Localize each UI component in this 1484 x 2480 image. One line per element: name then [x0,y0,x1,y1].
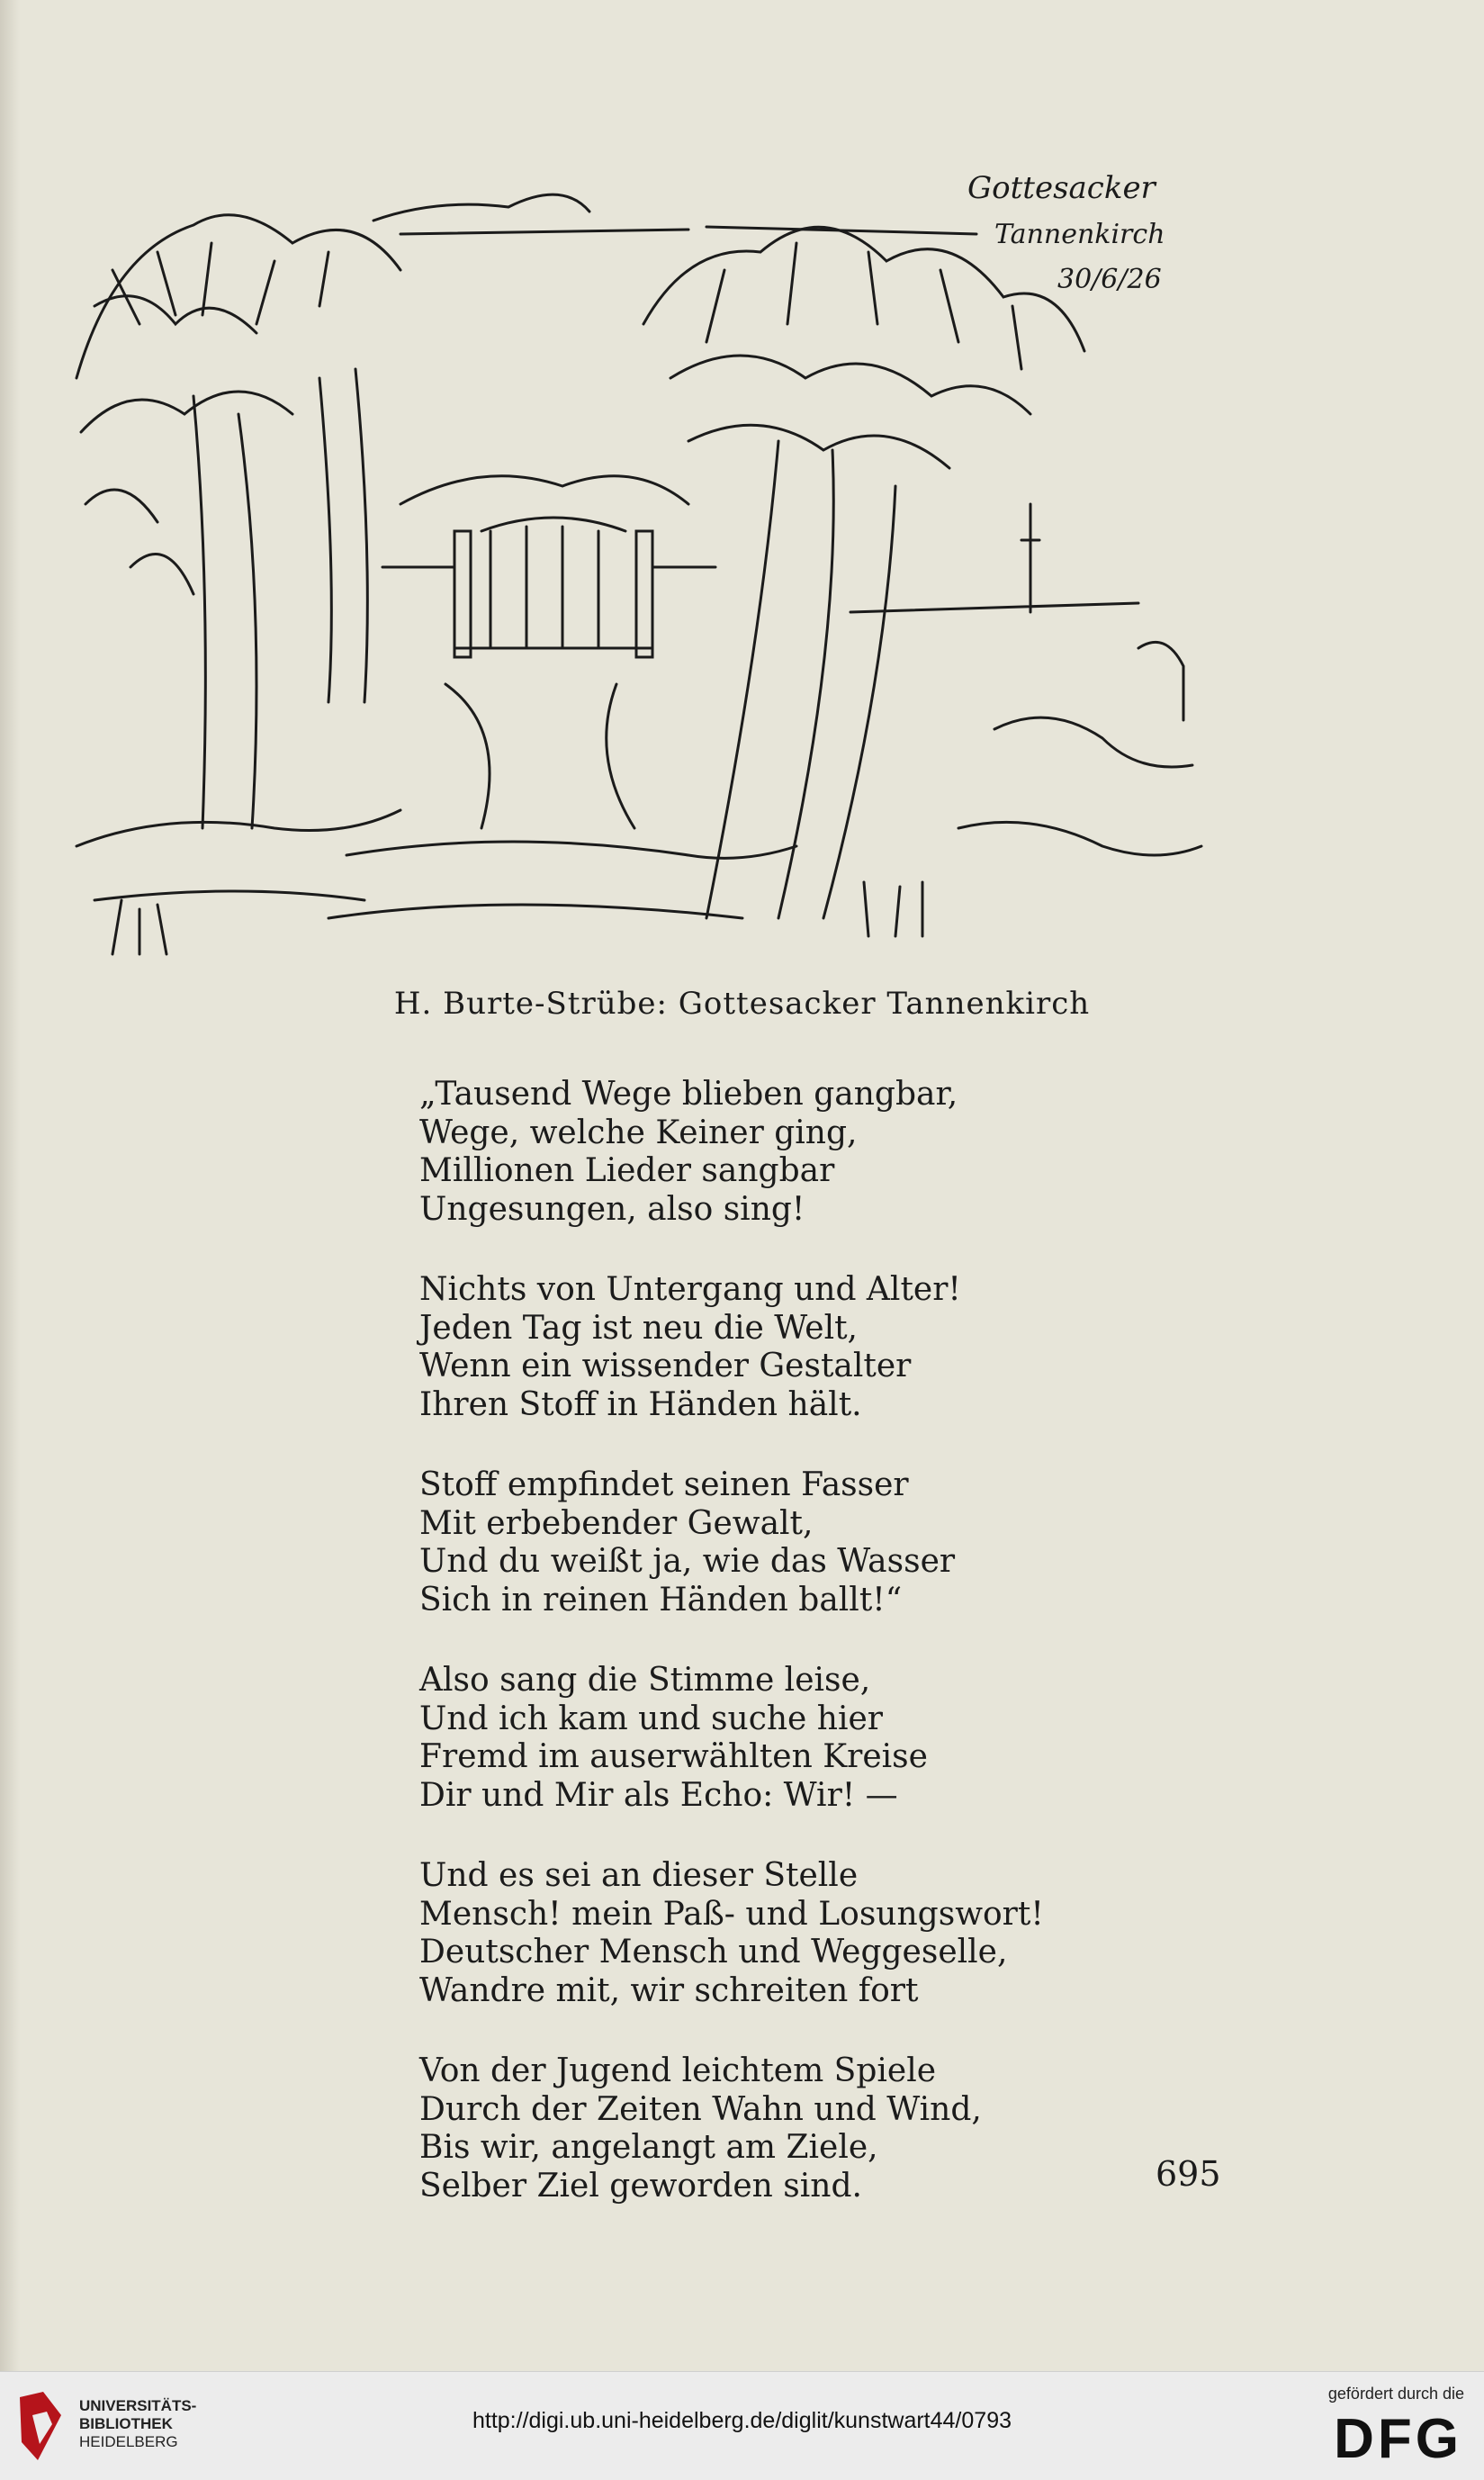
illustration-caption: H. Burte-Strübe: Gottesacker Tannenkirch [393,986,1091,1022]
page-edge-shadow [0,0,20,2371]
poem-line: Nichts von Untergang und Alter! [419,1271,961,1308]
poem-line: Ungesungen, also sing! [419,1190,805,1228]
library-name-line1: UNIVERSITÄTS- [79,2397,197,2414]
poem-line: „Tausend Wege blieben gangbar, [419,1076,958,1113]
poem-stanza-5 [419,1857,1229,2010]
library-name-line2: BIBLIOTHEK [79,2415,173,2432]
poem-line: Und du weißt ja, wie das Wasser [419,1543,956,1580]
poem-line: Und ich kam und suche hier [419,1700,884,1737]
poem-line: Also sang die Stimme leise, [419,1662,871,1699]
dfg-logo[interactable]: DFG [1334,2408,1462,2470]
poem-line: Sich in reinen Händen ballt!“ [419,1581,903,1619]
sketch-inscription-line1: Gottesacker [967,170,1156,206]
poem-line: Von der Jugend leichtem Spiele [419,2052,937,2089]
page-number: 695 [1156,2154,1221,2194]
poem-stanza-1 [419,1076,1229,1229]
poem-line: Fremd im auserwählten Kreise [419,1738,928,1775]
poem-line: Wandre mit, wir schreiten fort [419,1971,919,2009]
poem-line: Dir und Mir als Echo: Wir! — [419,1776,898,1814]
poem-line: Selber Ziel geworden sind. [419,2167,862,2205]
library-name-line3: HEIDELBERG [79,2433,178,2450]
poem-line: Mensch! mein Paß- und Losungswort! [419,1895,1044,1933]
poem-stanza-6 [419,2052,1229,2205]
poem-line: Jeden Tag ist neu die Welt, [419,1309,859,1347]
poem-stanza-2 [419,1271,1229,1424]
poem [419,1076,1229,2248]
poem-line: Wege, welche Keiner ging, [419,1114,858,1151]
poem-line: Deutscher Mensch und Weggeselle, [419,1934,1008,1970]
poem-line: Bis wir, angelangt am Ziele, [419,2129,878,2166]
poem-line: Mit erbebender Gewalt, [419,1504,814,1542]
poem-line: Durch der Zeiten Wahn und Wind, [419,2090,982,2128]
poem-line: Millionen Lieder sangbar [419,1152,835,1189]
poem-line: Stoff empfindet seinen Fasser [419,1466,909,1503]
viewer-footer [0,2371,1484,2480]
cemetery-sketch-illustration [58,144,1237,959]
sketch-inscription-line2: Tannenkirch [994,219,1165,250]
funder-text: gefördert durch die [1327,2385,1464,2403]
poem-stanza-4 [419,1662,1229,1815]
sketch-inscription-line3: 30/6/26 [1057,264,1162,295]
poem-stanza-3 [419,1466,1229,1619]
poem-line: Wenn ein wissender Gestalter [419,1348,912,1384]
poem-line: Ihren Stoff in Händen hält. [419,1385,862,1423]
poem-line: Und es sei an dieser Stelle [419,1857,859,1894]
permalink-url[interactable]: http://digi.ub.uni-heidelberg.de/diglit/kunstwart44/0793 [472,2408,1012,2433]
